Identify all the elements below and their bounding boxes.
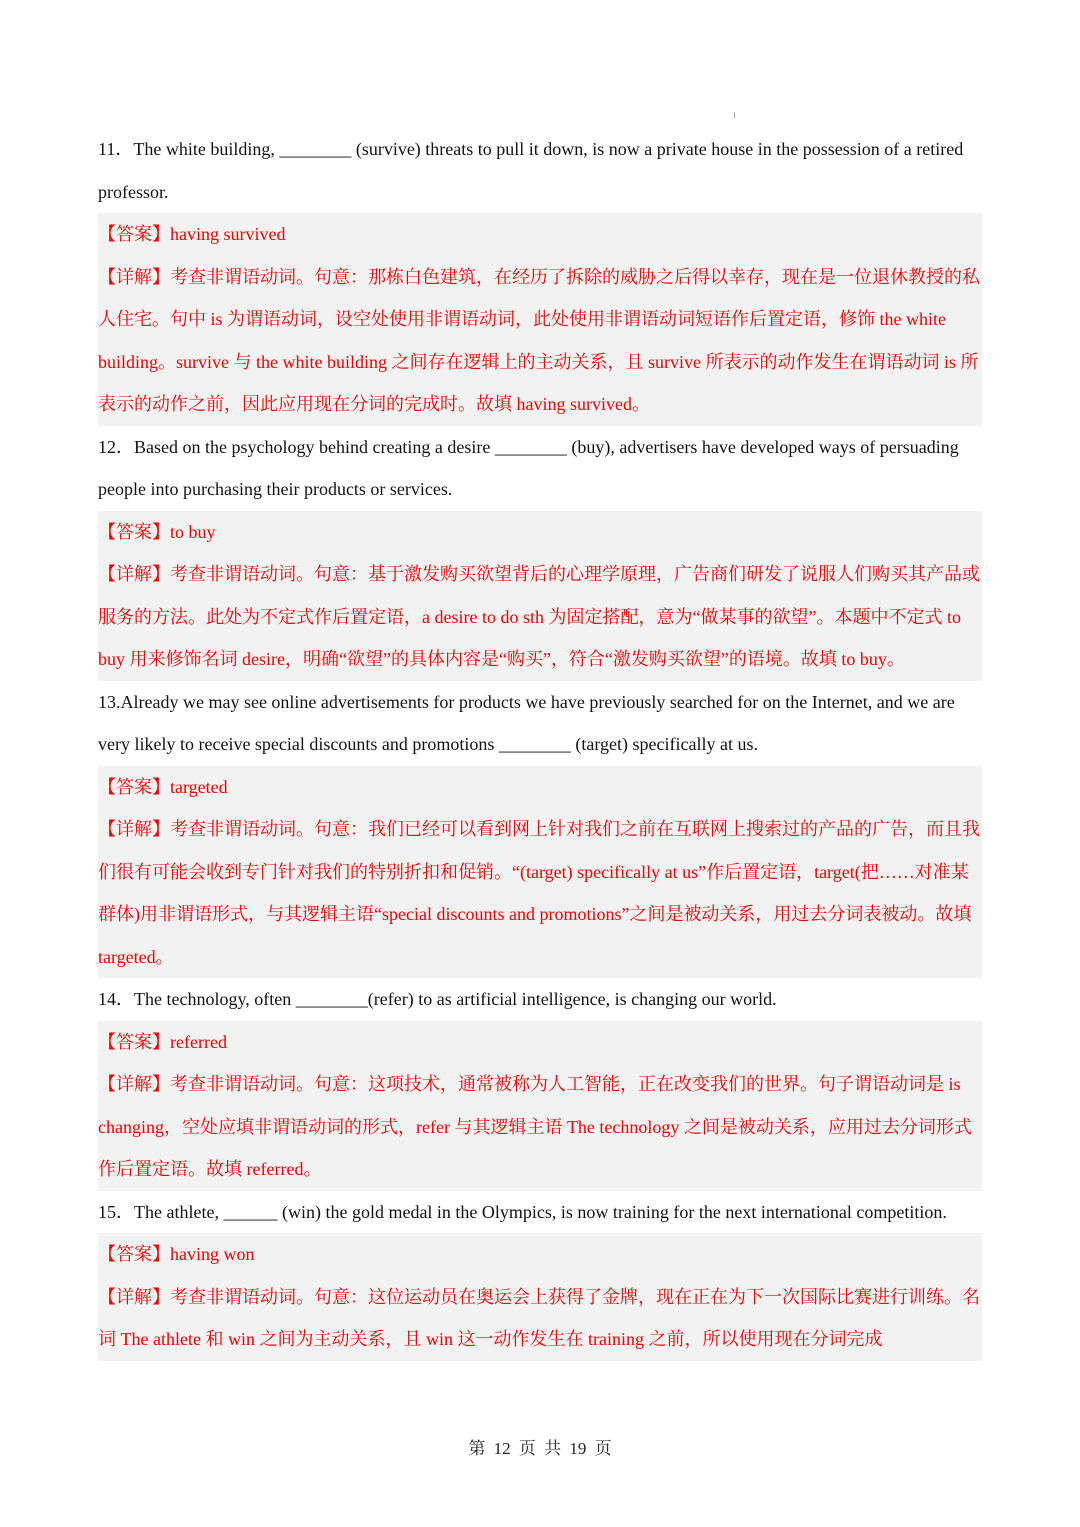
question-item <box>98 1191 982 1361</box>
detail-line: 【详解】考查非谓语动词。句意：这项技术，通常被称为人工智能，正在改变我们的世界。句子谓语动词是 is changing，空处应填非谓语动词的形式，refer 与其逻辑主语 The technology 之间是被动关系，应用过去分词形式作后置定语。故填 referred。 <box>98 1074 972 1179</box>
answer-block <box>98 1021 982 1191</box>
question-text: 12．Based on the psychology behind creating a desire ________ (buy), advertisers have developed ways of persuading people into purchasing their products or services. <box>98 436 959 499</box>
answer-block <box>98 213 982 426</box>
answer-line: 【答案】to buy <box>98 521 216 542</box>
answer-blank: ________ <box>295 989 368 1009</box>
detail-line: 【详解】考查非谓语动词。句意：我们已经可以看到网上针对我们之前在互联网上搜索过的产品的广告，而且我们很有可能会收到专门针对我们的特别折扣和促销。“(target) specifically at us”作后置定语，target(把……对准某群体)用非谓语形式，与其逻辑主语“special discounts and promotions”之间是被动关系，用过去分词表被动。故填 targeted。 <box>98 819 980 967</box>
question-item <box>98 128 982 426</box>
answer-blank: ________ <box>494 436 567 457</box>
detail-line: 【详解】考查非谓语动词。句意：这位运动员在奥运会上获得了金牌，现在正在为下一次国际比赛进行训练。名词 The athlete 和 win 之间为主动关系，且 win 这一动作发生在 training 之前，所以使用现在分词完成 <box>98 1286 980 1349</box>
answer-value: referred <box>170 1031 227 1052</box>
question-text: 11．The white building, ________ (survive) threats to pull it down, is now a private house in the possession of a retired professor. <box>98 139 964 202</box>
question-item <box>98 681 982 979</box>
detail-text: 考查非谓语动词。句意：我们已经可以看到网上针对我们之前在互联网上搜索过的产品的广告，而且我们很有可能会收到专门针对我们的特别折扣和促销。“(target) specifically at us”作后置定语，target(把……对准某群体)用非谓语形式，与其逻辑主语“special discounts and promotions”之间是被动关系，用过去分词表被动。故填 targeted。 <box>98 819 980 967</box>
answer-blank: ______ <box>223 1201 278 1222</box>
header-mark <box>734 112 735 118</box>
answer-value: to buy <box>170 521 216 542</box>
answer-line: 【答案】having won <box>98 1244 255 1264</box>
question-text: 13.Already we may see online advertisements for products we have previously searched for on the Internet, and we are very likely to receive special discounts and promotions ________ (target) specifically at us. <box>98 691 955 754</box>
answer-blank: ________ <box>498 734 571 754</box>
answer-block <box>98 766 982 979</box>
answer-value: having survived <box>170 224 286 244</box>
answer-line: 【答案】targeted <box>98 776 228 797</box>
answer-block <box>98 511 982 681</box>
answer-line: 【答案】having survived <box>98 224 286 244</box>
page-footer: 第 12 页 共 19 页 <box>468 1439 612 1458</box>
answer-value: targeted <box>170 776 228 797</box>
answer-blank: ________ <box>279 139 352 159</box>
answer-line: 【答案】referred <box>98 1031 227 1052</box>
question-text: 14．The technology, often ________(refer) to as artificial intelligence, is changing our world. <box>98 989 777 1009</box>
detail-text: 考查非谓语动词。句意：这项技术，通常被称为人工智能，正在改变我们的世界。句子谓语动词是 is changing，空处应填非谓语动词的形式，refer 与其逻辑主语 The technology 之间是被动关系，应用过去分词形式作后置定语。故填 referred。 <box>98 1074 972 1179</box>
answer-block <box>98 1233 982 1361</box>
question-item <box>98 426 982 681</box>
detail-line: 【详解】考查非谓语动词。句意：基于激发购买欲望背后的心理学原理，广告商们研发了说服人们购买其产品或服务的方法。此处为不定式作后置定语，a desire to do sth 为固定搭配，意为“做某事的欲望”。本题中不定式 to buy 用来修饰名词 desire，明确“欲望”的具体内容是“购买”，符合“激发购买欲望”的语境。故填 to buy。 <box>98 564 980 669</box>
question-list <box>98 128 982 1361</box>
question-item <box>98 978 982 1191</box>
detail-text: 考查非谓语动词。句意：这位运动员在奥运会上获得了金牌，现在正在为下一次国际比赛进行训练。名词 The athlete 和 win 之间为主动关系，且 win 这一动作发生在 training 之前，所以使用现在分词完成 <box>98 1286 980 1349</box>
answer-value: having won <box>170 1244 255 1264</box>
detail-text: 考查非谓语动词。句意：基于激发购买欲望背后的心理学原理，广告商们研发了说服人们购买其产品或服务的方法。此处为不定式作后置定语，a desire to do sth 为固定搭配，意为“做某事的欲望”。本题中不定式 to buy 用来修饰名词 desire，明确“欲望”的具体内容是“购买”，符合“激发购买欲望”的语境。故填 to buy。 <box>98 564 980 669</box>
question-text: 15．The athlete, ______ (win) the gold medal in the Olympics, is now training for the next international competition. <box>98 1201 947 1222</box>
detail-text: 考查非谓语动词。句意：那栋白色建筑，在经历了拆除的威胁之后得以幸存，现在是一位退休教授的私人住宅。句中 is 为谓语动词，设空处使用非谓语动词，此处使用非谓语动词短语作后置定语，修饰 the white building。survive 与 the white building 之间存在逻辑上的主动关系，且 survive 所表示的动作发生在谓语动词 is 所表示的动作之前，因此应用现在分词的完成时。故填 having survived。 <box>98 266 980 414</box>
detail-line: 【详解】考查非谓语动词。句意：那栋白色建筑，在经历了拆除的威胁之后得以幸存，现在是一位退休教授的私人住宅。句中 is 为谓语动词，设空处使用非谓语动词，此处使用非谓语动词短语作后置定语，修饰 the white building。survive 与 the white building 之间存在逻辑上的主动关系，且 survive 所表示的动作发生在谓语动词 is 所表示的动作之前，因此应用现在分词的完成时。故填 having survived。 <box>98 266 980 414</box>
